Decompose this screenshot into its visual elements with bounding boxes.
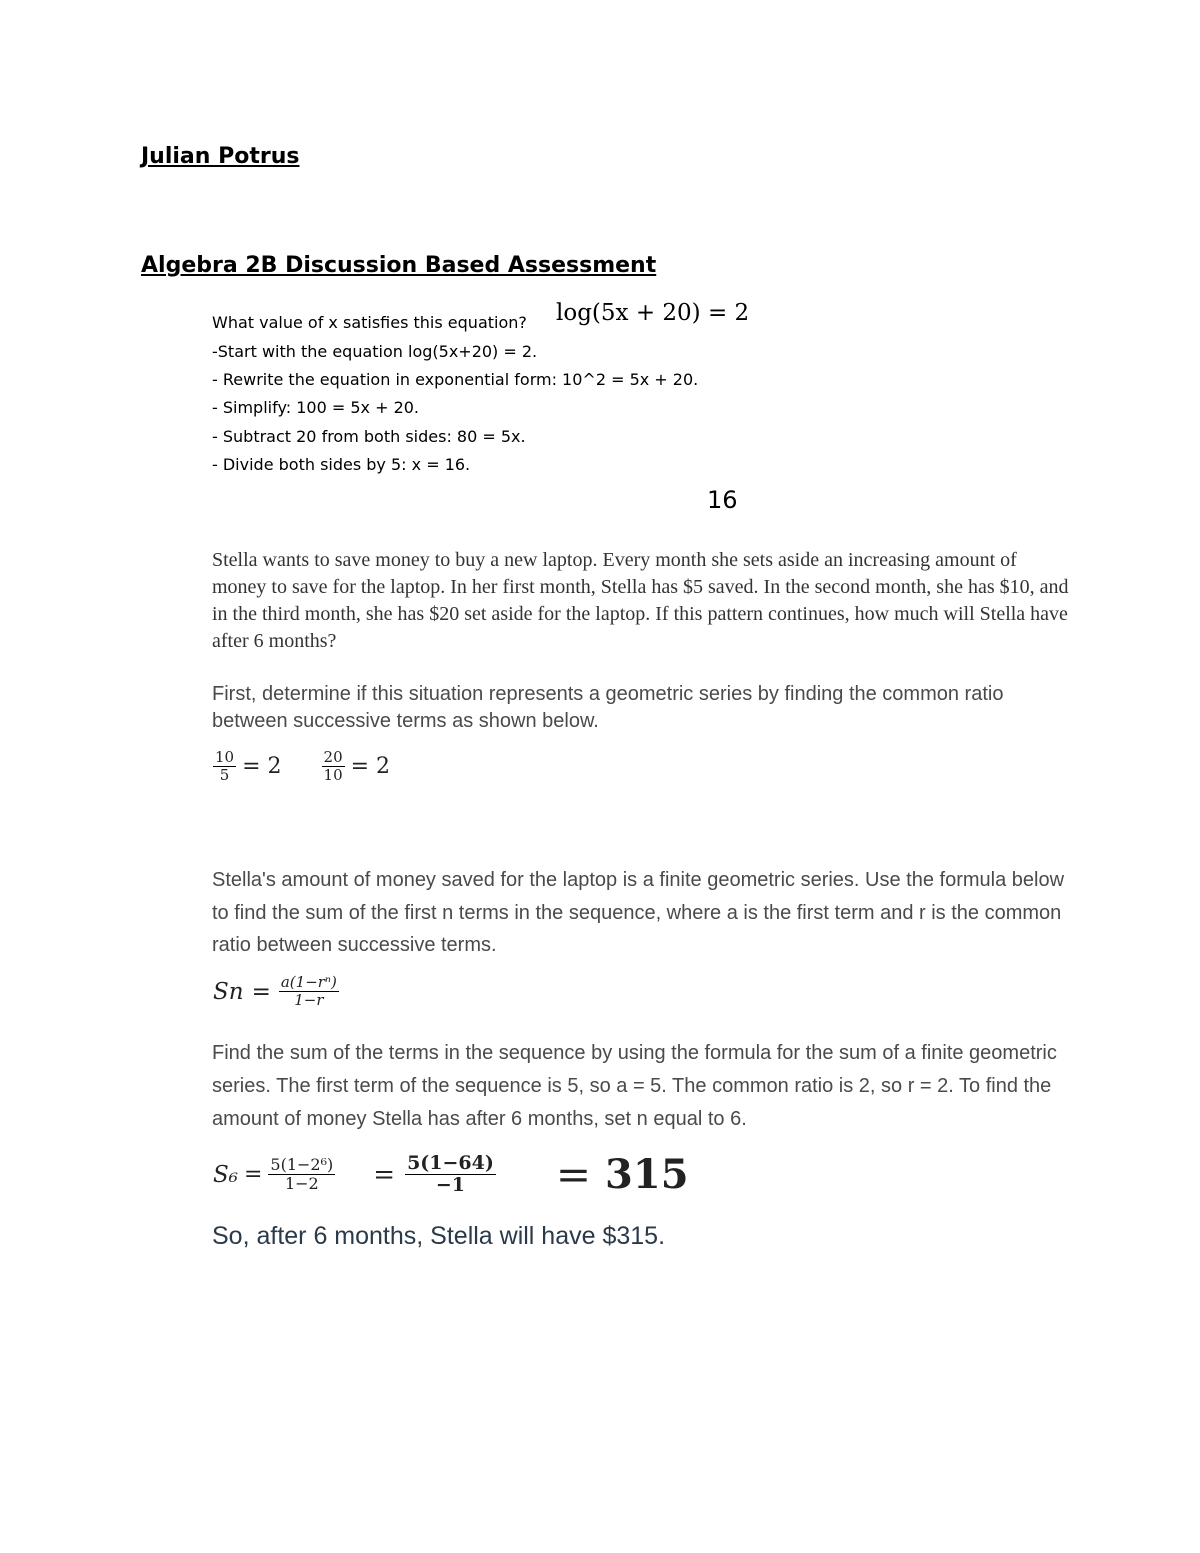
- ratio-fraction: [213, 750, 236, 783]
- calculation-explanation: Find the sum of the terms in the sequence by using the formula for the sum of a finite geometric series. The first term of the sequence is 5, so a = 5. The common ratio is 2, so r = 2. To find the amount of money Stella has after 6 months, set n equal to 6.: [212, 1042, 1057, 1130]
- solution-step: - Subtract 20 from both sides: 80 = 5x.: [212, 427, 526, 446]
- calc-result: 315: [605, 1151, 689, 1198]
- formula-fraction: [279, 975, 339, 1008]
- calc-fraction: [268, 1157, 335, 1192]
- document-title: Algebra 2B Discussion Based Assessment: [141, 253, 657, 278]
- equals-sign: =: [243, 1162, 263, 1187]
- fraction-denominator: 1−2: [284, 1174, 319, 1193]
- question1-answer: 16: [707, 486, 738, 514]
- solution-step: -Start with the equation log(5x+20) = 2.: [212, 342, 538, 361]
- fraction-denominator: 5: [219, 766, 230, 784]
- question1-equation: log(5x + 20) = 2: [556, 300, 750, 326]
- calc-fraction: [405, 1154, 496, 1195]
- formula-explanation: Stella's amount of money saved for the laptop is a finite geometric series. Use the formula below to find the sum of the first n terms in the sequence, where a is the first term and r is the common ratio between successive terms.: [212, 869, 1065, 956]
- question2-prompt: Stella wants to save money to buy a new laptop. Every month she sets aside an increasing amount of money to save for the laptop. In her first month, Stella has $5 saved. In the second month, she has $10, and in the third month, she has $20 set aside for the laptop. If this pattern continues, how much will Stella have after 6 months?: [212, 549, 1069, 652]
- fraction-denominator: −1: [435, 1174, 466, 1196]
- equals-sign: =: [373, 1159, 396, 1190]
- fraction-denominator: 10: [323, 766, 343, 784]
- ratio-result: = 2: [350, 754, 391, 779]
- equals-sign: =: [251, 978, 271, 1005]
- formula-lhs: Sn: [213, 978, 244, 1005]
- solution-step: - Rewrite the equation in exponential form: 10^2 = 5x + 20.: [212, 370, 699, 389]
- conclusion: So, after 6 months, Stella will have $315.: [212, 1222, 666, 1250]
- fraction-numerator: 10: [215, 748, 235, 766]
- solution-step: - Simplify: 100 = 5x + 20.: [212, 398, 420, 417]
- ratio-result: = 2: [242, 754, 282, 779]
- common-ratio-equations: [213, 750, 390, 783]
- fraction-denominator: 1−r: [294, 991, 324, 1009]
- fraction-numerator: 20: [323, 748, 343, 766]
- fraction-numerator: 5(1−2⁶): [270, 1155, 334, 1174]
- sum-calculation: [213, 1150, 689, 1199]
- author-name: Julian Potrus: [141, 144, 300, 169]
- fraction-numerator: 5(1−64): [407, 1152, 494, 1174]
- geometric-sum-formula: [213, 975, 339, 1008]
- ratio-fraction: [322, 750, 345, 783]
- question1-prompt: What value of x satisfies this equation?: [212, 313, 527, 332]
- equals-sign: =: [555, 1150, 592, 1199]
- fraction-numerator: a(1−rⁿ): [280, 973, 337, 991]
- ratio-explanation: First, determine if this situation represents a geometric series by finding the common ratio between successive terms as shown below.: [212, 683, 1004, 732]
- solution-step: - Divide both sides by 5: x = 16.: [212, 455, 471, 474]
- calc-lhs: S₆: [213, 1161, 238, 1188]
